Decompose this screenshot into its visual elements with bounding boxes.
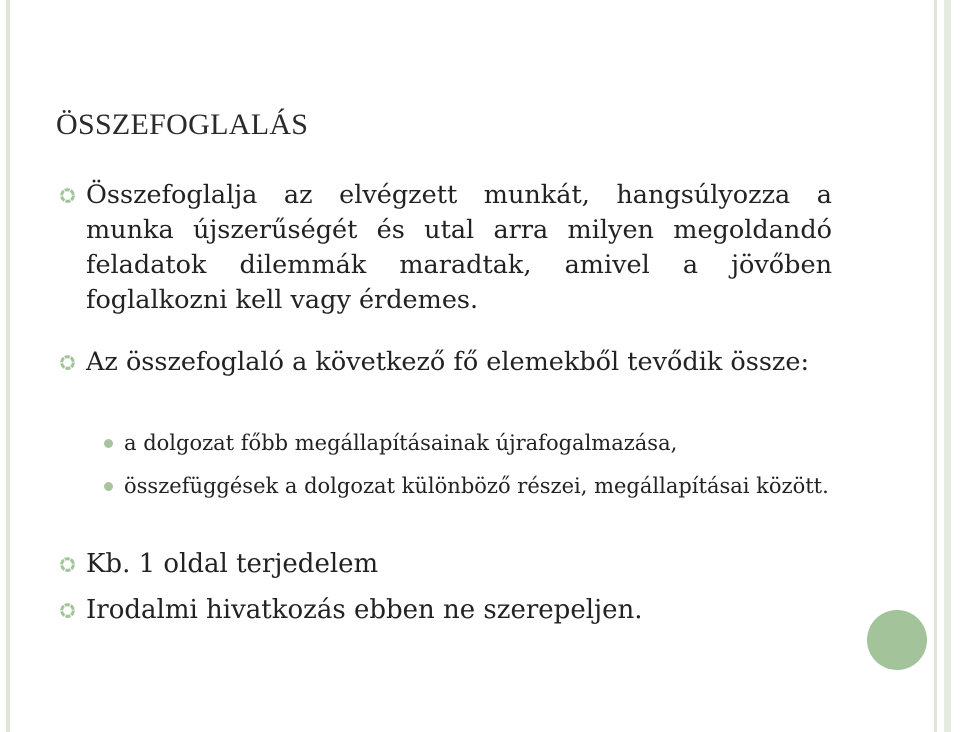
dot-bullet-icon <box>104 439 113 448</box>
flower-bullet-icon <box>60 603 75 618</box>
dot-bullet-icon <box>104 482 113 491</box>
bullet-text: Összefoglalja az elvégzett munkát, hangsúlyozza a munka újszerűségét és utal arra milyen megoldandó feladatok dilemmák maradtak, amivel a jövőben foglalkozni kell vagy érdemes. <box>86 180 832 315</box>
bullet-text: Az összefoglaló a következő fő elemekből tevődik össze: <box>86 347 810 377</box>
decorative-circle <box>867 610 927 670</box>
sub-bullet-text: a dolgozat főbb megállapításainak újrafogalmazása, <box>124 431 678 455</box>
bullet-text: Irodalmi hivatkozás ebben ne szerepeljen. <box>86 595 643 625</box>
frame-right-band <box>944 0 951 732</box>
flower-bullet-icon <box>60 557 75 572</box>
frame-left-line <box>6 0 10 732</box>
bullet-text: Kb. 1 oldal terjedelem <box>86 549 379 579</box>
flower-bullet-icon <box>60 188 75 203</box>
flower-bullet-icon <box>60 355 75 370</box>
sub-bullet-text: összefüggések a dolgozat különböző részei, megállapításai között. <box>124 474 829 498</box>
frame-right-line <box>934 0 937 732</box>
slide-title: ÖSSZEFOGLALÁS <box>56 108 309 141</box>
